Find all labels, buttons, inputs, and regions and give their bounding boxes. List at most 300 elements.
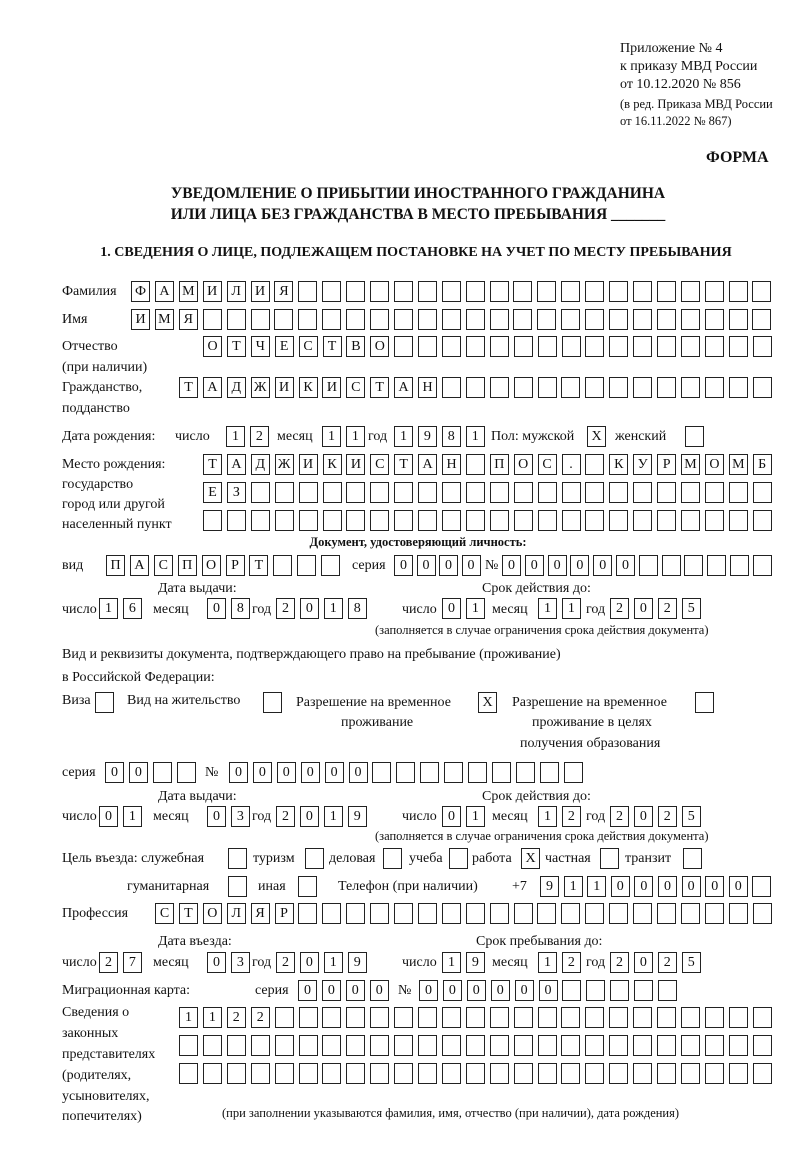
char-box[interactable] bbox=[609, 1007, 628, 1028]
char-box[interactable]: 0 bbox=[611, 876, 630, 897]
char-box[interactable] bbox=[346, 482, 365, 503]
char-box[interactable] bbox=[585, 309, 604, 330]
char-box[interactable]: 9 bbox=[348, 952, 367, 973]
char-box[interactable]: У bbox=[633, 454, 652, 475]
char-box[interactable]: А bbox=[227, 454, 246, 475]
char-box[interactable]: О bbox=[370, 336, 389, 357]
char-box[interactable]: И bbox=[275, 377, 294, 398]
char-box[interactable] bbox=[418, 1035, 437, 1056]
char-box[interactable]: М bbox=[155, 309, 174, 330]
char-box[interactable] bbox=[466, 510, 485, 531]
char-box[interactable]: 7 bbox=[123, 952, 142, 973]
char-box[interactable] bbox=[681, 1063, 700, 1084]
char-box[interactable]: 0 bbox=[729, 876, 748, 897]
char-box[interactable] bbox=[657, 309, 676, 330]
char-box[interactable] bbox=[753, 510, 772, 531]
char-box[interactable] bbox=[490, 1035, 509, 1056]
char-box[interactable] bbox=[442, 336, 461, 357]
char-box[interactable]: 2 bbox=[276, 598, 295, 619]
char-box[interactable] bbox=[538, 377, 557, 398]
char-box[interactable] bbox=[275, 1063, 294, 1084]
char-box[interactable]: 0 bbox=[442, 598, 461, 619]
char-box[interactable] bbox=[538, 1063, 557, 1084]
char-box[interactable] bbox=[227, 510, 246, 531]
char-box[interactable]: 0 bbox=[515, 980, 534, 1001]
char-box[interactable]: М bbox=[729, 454, 748, 475]
checkbox-box[interactable]: X bbox=[521, 848, 540, 869]
char-box[interactable] bbox=[609, 510, 628, 531]
char-box[interactable] bbox=[251, 482, 270, 503]
char-box[interactable]: Л bbox=[227, 903, 246, 924]
char-box[interactable] bbox=[705, 377, 724, 398]
char-box[interactable]: 1 bbox=[466, 598, 485, 619]
char-box[interactable]: 1 bbox=[394, 426, 413, 447]
char-box[interactable]: 1 bbox=[538, 952, 557, 973]
char-box[interactable] bbox=[633, 903, 652, 924]
char-box[interactable] bbox=[662, 555, 681, 576]
char-box[interactable]: 2 bbox=[658, 952, 677, 973]
char-box[interactable] bbox=[633, 1007, 652, 1028]
char-box[interactable] bbox=[585, 1007, 604, 1028]
checkbox-box[interactable] bbox=[600, 848, 619, 869]
char-box[interactable]: 5 bbox=[682, 598, 701, 619]
char-box[interactable]: 0 bbox=[539, 980, 558, 1001]
char-box[interactable] bbox=[585, 903, 604, 924]
char-box[interactable]: К bbox=[609, 454, 628, 475]
char-box[interactable]: 0 bbox=[207, 598, 226, 619]
char-box[interactable] bbox=[418, 281, 437, 302]
char-box[interactable] bbox=[514, 1063, 533, 1084]
char-box[interactable] bbox=[633, 1035, 652, 1056]
char-box[interactable] bbox=[639, 555, 658, 576]
char-box[interactable]: О bbox=[202, 555, 221, 576]
char-box[interactable]: Т bbox=[370, 377, 389, 398]
char-box[interactable] bbox=[684, 555, 703, 576]
char-box[interactable] bbox=[657, 377, 676, 398]
char-box[interactable] bbox=[753, 903, 772, 924]
char-box[interactable] bbox=[633, 309, 652, 330]
char-box[interactable] bbox=[442, 1035, 461, 1056]
char-box[interactable] bbox=[586, 980, 605, 1001]
char-box[interactable]: 0 bbox=[634, 876, 653, 897]
char-box[interactable] bbox=[609, 377, 628, 398]
char-box[interactable] bbox=[153, 762, 172, 783]
char-box[interactable] bbox=[323, 510, 342, 531]
char-box[interactable] bbox=[561, 309, 580, 330]
char-box[interactable]: С bbox=[346, 377, 365, 398]
char-box[interactable]: Б bbox=[753, 454, 772, 475]
char-box[interactable] bbox=[633, 377, 652, 398]
char-box[interactable] bbox=[298, 281, 317, 302]
char-box[interactable] bbox=[394, 336, 413, 357]
char-box[interactable]: 1 bbox=[324, 806, 343, 827]
char-box[interactable] bbox=[658, 980, 677, 1001]
char-box[interactable]: 0 bbox=[99, 806, 118, 827]
char-box[interactable] bbox=[514, 377, 533, 398]
char-box[interactable]: Т bbox=[227, 336, 246, 357]
char-box[interactable]: Я bbox=[274, 281, 293, 302]
char-box[interactable]: Т bbox=[179, 377, 198, 398]
char-box[interactable]: 2 bbox=[250, 426, 269, 447]
char-box[interactable] bbox=[681, 903, 700, 924]
char-box[interactable] bbox=[514, 903, 533, 924]
char-box[interactable] bbox=[562, 980, 581, 1001]
char-box[interactable] bbox=[442, 1007, 461, 1028]
char-box[interactable] bbox=[370, 1035, 389, 1056]
char-box[interactable] bbox=[466, 309, 485, 330]
char-box[interactable] bbox=[609, 309, 628, 330]
char-box[interactable]: С bbox=[370, 454, 389, 475]
char-box[interactable]: Т bbox=[203, 454, 222, 475]
char-box[interactable] bbox=[514, 336, 533, 357]
char-box[interactable]: 0 bbox=[394, 555, 413, 576]
char-box[interactable]: 0 bbox=[349, 762, 368, 783]
char-box[interactable] bbox=[681, 1035, 700, 1056]
char-box[interactable] bbox=[729, 1007, 748, 1028]
char-box[interactable] bbox=[633, 336, 652, 357]
checkbox-box[interactable] bbox=[228, 876, 247, 897]
char-box[interactable]: 0 bbox=[105, 762, 124, 783]
char-box[interactable]: 0 bbox=[417, 555, 436, 576]
char-box[interactable] bbox=[561, 377, 580, 398]
char-box[interactable] bbox=[513, 281, 532, 302]
char-box[interactable] bbox=[346, 510, 365, 531]
char-box[interactable] bbox=[468, 762, 487, 783]
char-box[interactable]: 1 bbox=[203, 1007, 222, 1028]
char-box[interactable] bbox=[753, 1063, 772, 1084]
char-box[interactable]: 8 bbox=[348, 598, 367, 619]
char-box[interactable] bbox=[418, 336, 437, 357]
char-box[interactable] bbox=[346, 309, 365, 330]
char-box[interactable] bbox=[466, 482, 485, 503]
char-box[interactable] bbox=[705, 309, 724, 330]
char-box[interactable] bbox=[561, 281, 580, 302]
char-box[interactable]: 2 bbox=[276, 952, 295, 973]
char-box[interactable] bbox=[346, 1007, 365, 1028]
char-box[interactable]: 9 bbox=[540, 876, 559, 897]
char-box[interactable] bbox=[418, 1063, 437, 1084]
char-box[interactable]: 0 bbox=[277, 762, 296, 783]
char-box[interactable]: Р bbox=[657, 454, 676, 475]
char-box[interactable]: З bbox=[227, 482, 246, 503]
char-box[interactable] bbox=[753, 482, 772, 503]
char-box[interactable]: О bbox=[203, 336, 222, 357]
char-box[interactable] bbox=[585, 1063, 604, 1084]
char-box[interactable]: 8 bbox=[442, 426, 461, 447]
char-box[interactable]: 1 bbox=[562, 598, 581, 619]
char-box[interactable] bbox=[609, 336, 628, 357]
char-box[interactable]: 0 bbox=[467, 980, 486, 1001]
checkbox-box[interactable] bbox=[383, 848, 402, 869]
char-box[interactable]: С bbox=[155, 903, 174, 924]
char-box[interactable] bbox=[707, 555, 726, 576]
char-box[interactable]: 5 bbox=[682, 806, 701, 827]
char-box[interactable]: 0 bbox=[682, 876, 701, 897]
char-box[interactable]: 0 bbox=[419, 980, 438, 1001]
char-box[interactable] bbox=[753, 555, 772, 576]
char-box[interactable]: Ж bbox=[275, 454, 294, 475]
char-box[interactable]: М bbox=[681, 454, 700, 475]
char-box[interactable]: 1 bbox=[587, 876, 606, 897]
char-box[interactable] bbox=[490, 281, 509, 302]
char-box[interactable]: С bbox=[154, 555, 173, 576]
char-box[interactable] bbox=[729, 1035, 748, 1056]
char-box[interactable] bbox=[418, 903, 437, 924]
char-box[interactable]: И bbox=[299, 454, 318, 475]
char-box[interactable]: 2 bbox=[227, 1007, 246, 1028]
char-box[interactable] bbox=[538, 1035, 557, 1056]
char-box[interactable] bbox=[203, 309, 222, 330]
char-box[interactable] bbox=[729, 482, 748, 503]
char-box[interactable] bbox=[227, 1035, 246, 1056]
char-box[interactable] bbox=[729, 1063, 748, 1084]
char-box[interactable]: 1 bbox=[466, 426, 485, 447]
char-box[interactable] bbox=[442, 510, 461, 531]
char-box[interactable] bbox=[418, 309, 437, 330]
char-box[interactable] bbox=[418, 482, 437, 503]
char-box[interactable] bbox=[394, 482, 413, 503]
char-box[interactable]: Л bbox=[227, 281, 246, 302]
char-box[interactable] bbox=[275, 510, 294, 531]
char-box[interactable]: П bbox=[106, 555, 125, 576]
char-box[interactable]: 3 bbox=[231, 952, 250, 973]
char-box[interactable]: И bbox=[322, 377, 341, 398]
char-box[interactable] bbox=[657, 336, 676, 357]
char-box[interactable] bbox=[394, 309, 413, 330]
char-box[interactable] bbox=[275, 482, 294, 503]
char-box[interactable] bbox=[681, 336, 700, 357]
char-box[interactable]: А bbox=[418, 454, 437, 475]
char-box[interactable] bbox=[657, 903, 676, 924]
char-box[interactable]: М bbox=[179, 281, 198, 302]
char-box[interactable] bbox=[753, 1007, 772, 1028]
checkbox-box[interactable] bbox=[263, 692, 282, 713]
char-box[interactable] bbox=[609, 1063, 628, 1084]
char-box[interactable]: Д bbox=[227, 377, 246, 398]
checkbox-box[interactable] bbox=[695, 692, 714, 713]
char-box[interactable] bbox=[538, 336, 557, 357]
char-box[interactable] bbox=[297, 555, 316, 576]
char-box[interactable]: 0 bbox=[462, 555, 481, 576]
char-box[interactable] bbox=[227, 309, 246, 330]
char-box[interactable]: Я bbox=[179, 309, 198, 330]
char-box[interactable]: Е bbox=[203, 482, 222, 503]
char-box[interactable] bbox=[394, 1007, 413, 1028]
char-box[interactable] bbox=[251, 1035, 270, 1056]
char-box[interactable] bbox=[705, 1063, 724, 1084]
char-box[interactable] bbox=[370, 309, 389, 330]
char-box[interactable]: 0 bbox=[301, 762, 320, 783]
char-box[interactable]: 0 bbox=[207, 952, 226, 973]
char-box[interactable]: 0 bbox=[207, 806, 226, 827]
char-box[interactable] bbox=[633, 482, 652, 503]
char-box[interactable] bbox=[490, 309, 509, 330]
checkbox-box[interactable] bbox=[298, 876, 317, 897]
char-box[interactable]: 0 bbox=[616, 555, 635, 576]
char-box[interactable] bbox=[321, 555, 340, 576]
char-box[interactable] bbox=[466, 1007, 485, 1028]
checkbox-box[interactable]: X bbox=[587, 426, 606, 447]
char-box[interactable]: 1 bbox=[466, 806, 485, 827]
char-box[interactable] bbox=[562, 336, 581, 357]
char-box[interactable]: С bbox=[538, 454, 557, 475]
char-box[interactable] bbox=[490, 510, 509, 531]
checkbox-box[interactable] bbox=[305, 848, 324, 869]
char-box[interactable] bbox=[609, 281, 628, 302]
char-box[interactable]: 2 bbox=[610, 598, 629, 619]
char-box[interactable]: 0 bbox=[129, 762, 148, 783]
char-box[interactable]: 0 bbox=[502, 555, 521, 576]
char-box[interactable]: 0 bbox=[570, 555, 589, 576]
char-box[interactable] bbox=[274, 309, 293, 330]
char-box[interactable] bbox=[203, 1035, 222, 1056]
char-box[interactable] bbox=[537, 903, 556, 924]
char-box[interactable] bbox=[346, 281, 365, 302]
char-box[interactable] bbox=[657, 281, 676, 302]
char-box[interactable] bbox=[537, 281, 556, 302]
char-box[interactable] bbox=[753, 377, 772, 398]
char-box[interactable]: О bbox=[705, 454, 724, 475]
char-box[interactable] bbox=[585, 510, 604, 531]
char-box[interactable]: П bbox=[178, 555, 197, 576]
char-box[interactable] bbox=[466, 1035, 485, 1056]
char-box[interactable]: 1 bbox=[346, 426, 365, 447]
char-box[interactable]: 1 bbox=[564, 876, 583, 897]
char-box[interactable] bbox=[513, 309, 532, 330]
char-box[interactable] bbox=[514, 1035, 533, 1056]
char-box[interactable]: 0 bbox=[370, 980, 389, 1001]
char-box[interactable] bbox=[346, 903, 365, 924]
char-box[interactable]: И bbox=[346, 454, 365, 475]
char-box[interactable]: 0 bbox=[634, 806, 653, 827]
char-box[interactable]: Ф bbox=[131, 281, 150, 302]
char-box[interactable] bbox=[490, 377, 509, 398]
char-box[interactable] bbox=[633, 1063, 652, 1084]
char-box[interactable] bbox=[585, 377, 604, 398]
char-box[interactable] bbox=[299, 1007, 318, 1028]
char-box[interactable] bbox=[729, 510, 748, 531]
char-box[interactable] bbox=[492, 762, 511, 783]
char-box[interactable]: 1 bbox=[538, 806, 557, 827]
char-box[interactable] bbox=[466, 903, 485, 924]
char-box[interactable] bbox=[394, 1063, 413, 1084]
char-box[interactable]: К bbox=[299, 377, 318, 398]
char-box[interactable] bbox=[730, 555, 749, 576]
char-box[interactable] bbox=[442, 281, 461, 302]
char-box[interactable] bbox=[179, 1063, 198, 1084]
char-box[interactable] bbox=[370, 903, 389, 924]
char-box[interactable]: Р bbox=[226, 555, 245, 576]
char-box[interactable] bbox=[561, 1063, 580, 1084]
char-box[interactable] bbox=[396, 762, 415, 783]
char-box[interactable] bbox=[275, 1035, 294, 1056]
char-box[interactable]: Я bbox=[251, 903, 270, 924]
char-box[interactable] bbox=[752, 876, 771, 897]
char-box[interactable]: А bbox=[394, 377, 413, 398]
char-box[interactable] bbox=[203, 510, 222, 531]
char-box[interactable] bbox=[729, 903, 748, 924]
char-box[interactable] bbox=[372, 762, 391, 783]
char-box[interactable] bbox=[346, 1035, 365, 1056]
char-box[interactable] bbox=[273, 555, 292, 576]
char-box[interactable] bbox=[466, 1063, 485, 1084]
char-box[interactable]: 5 bbox=[682, 952, 701, 973]
char-box[interactable] bbox=[370, 482, 389, 503]
char-box[interactable]: 0 bbox=[705, 876, 724, 897]
char-box[interactable]: П bbox=[490, 454, 509, 475]
char-box[interactable]: 1 bbox=[324, 952, 343, 973]
char-box[interactable] bbox=[420, 762, 439, 783]
char-box[interactable] bbox=[657, 482, 676, 503]
char-box[interactable] bbox=[322, 309, 341, 330]
char-box[interactable] bbox=[299, 510, 318, 531]
char-box[interactable] bbox=[705, 510, 724, 531]
char-box[interactable] bbox=[394, 903, 413, 924]
char-box[interactable]: 2 bbox=[658, 806, 677, 827]
char-box[interactable]: 1 bbox=[322, 426, 341, 447]
char-box[interactable] bbox=[514, 1007, 533, 1028]
char-box[interactable] bbox=[370, 1007, 389, 1028]
char-box[interactable] bbox=[442, 903, 461, 924]
char-box[interactable]: А bbox=[155, 281, 174, 302]
char-box[interactable] bbox=[705, 482, 724, 503]
char-box[interactable] bbox=[490, 1063, 509, 1084]
char-box[interactable] bbox=[299, 482, 318, 503]
char-box[interactable] bbox=[564, 762, 583, 783]
char-box[interactable] bbox=[322, 903, 341, 924]
char-box[interactable] bbox=[705, 336, 724, 357]
char-box[interactable] bbox=[681, 281, 700, 302]
char-box[interactable] bbox=[538, 510, 557, 531]
char-box[interactable] bbox=[444, 762, 463, 783]
char-box[interactable] bbox=[752, 309, 771, 330]
char-box[interactable] bbox=[490, 1007, 509, 1028]
char-box[interactable] bbox=[753, 1035, 772, 1056]
char-box[interactable] bbox=[251, 309, 270, 330]
char-box[interactable]: 0 bbox=[298, 980, 317, 1001]
char-box[interactable] bbox=[466, 281, 485, 302]
char-box[interactable] bbox=[585, 336, 604, 357]
char-box[interactable] bbox=[562, 482, 581, 503]
char-box[interactable]: 9 bbox=[418, 426, 437, 447]
char-box[interactable] bbox=[299, 1063, 318, 1084]
char-box[interactable] bbox=[251, 510, 270, 531]
char-box[interactable]: Н bbox=[442, 454, 461, 475]
char-box[interactable]: Т bbox=[179, 903, 198, 924]
char-box[interactable]: 0 bbox=[229, 762, 248, 783]
char-box[interactable]: 0 bbox=[525, 555, 544, 576]
char-box[interactable]: 2 bbox=[610, 952, 629, 973]
char-box[interactable] bbox=[657, 1035, 676, 1056]
char-box[interactable]: 2 bbox=[610, 806, 629, 827]
char-box[interactable]: И bbox=[203, 281, 222, 302]
char-box[interactable] bbox=[442, 377, 461, 398]
char-box[interactable]: К bbox=[323, 454, 342, 475]
char-box[interactable] bbox=[370, 510, 389, 531]
char-box[interactable] bbox=[514, 510, 533, 531]
char-box[interactable]: 2 bbox=[562, 952, 581, 973]
checkbox-box[interactable]: X bbox=[478, 692, 497, 713]
char-box[interactable] bbox=[729, 336, 748, 357]
char-box[interactable]: Ж bbox=[251, 377, 270, 398]
char-box[interactable]: 0 bbox=[346, 980, 365, 1001]
char-box[interactable]: 0 bbox=[634, 952, 653, 973]
char-box[interactable]: 0 bbox=[300, 952, 319, 973]
char-box[interactable] bbox=[585, 1035, 604, 1056]
char-box[interactable] bbox=[540, 762, 559, 783]
char-box[interactable] bbox=[346, 1063, 365, 1084]
char-box[interactable] bbox=[323, 482, 342, 503]
